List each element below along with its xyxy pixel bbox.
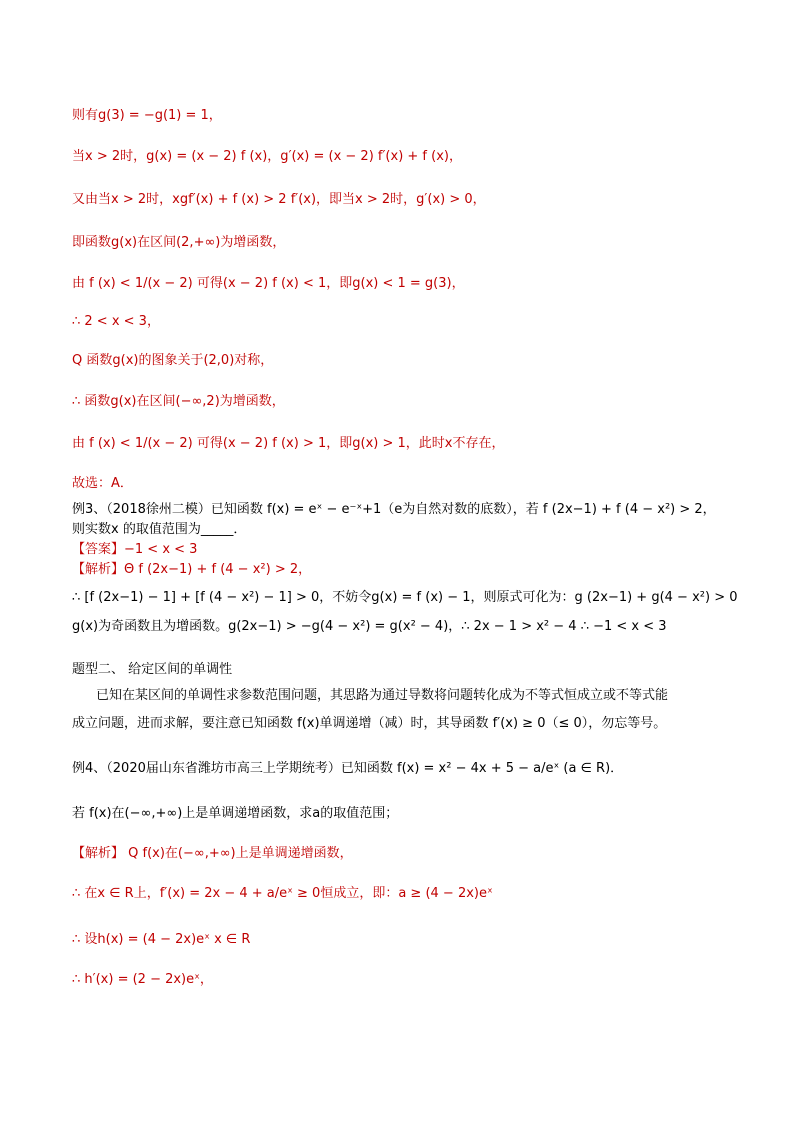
line-3: 又由当x > 2时，xgf′(x) + f (x) > 2 f′(x)，即当x > 2时，g′(x) > 0， xyxy=(72,192,486,207)
paragraph-line-2: 成立问题，进而求解，要注意已知函数 f(x)单调递增（减）时，其导函数 f′(x) ≥ 0（≤ 0），勿忘等号。 xyxy=(72,716,667,731)
line-6: ∴ 2 < x < 3， xyxy=(72,314,160,329)
line-4: 即函数g(x)在区间(2,+∞)为增函数， xyxy=(72,235,286,250)
answer-line: 【答案】−1 < x < 3 xyxy=(72,542,198,557)
line-9: 由 f (x) < 1/(x − 2) 可得(x − 2) f (x) > 1，即g(x) > 1，此时x不存在， xyxy=(72,436,505,451)
analysis-line-3: g(x)为奇函数且为增函数。g(2x−1) > −g(4 − x²) = g(x² − 4)，∴ 2x − 1 > x² − 4 ∴ −1 < x < 3 xyxy=(72,619,667,634)
line-5: 由 f (x) < 1/(x − 2) 可得(x − 2) f (x) < 1，即g(x) < 1 = g(3)， xyxy=(72,276,465,291)
example-4-line: 例4、（2020届山东省潍坊市高三上学期统考）已知函数 f(x) = x² − 4x + 5 − a/eˣ (a ∈ R)． xyxy=(72,761,624,776)
section-heading: 题型二、 给定区间的单调性 xyxy=(72,662,233,677)
analysis-line-2: ∴ [f (2x−1) − 1] + [f (4 − x²) − 1] > 0，不妨令g(x) = f (x) − 1，则原式可化为：g (2x−1) + g(4 − x²) > 0 xyxy=(72,590,738,605)
paragraph-line-1: 已知在某区间的单调性求参数范围问题，其思路为通过导数将问题转化成为不等式恒成立或不等式能 xyxy=(96,688,669,703)
line-8: ∴ 函数g(x)在区间(−∞,2)为增函数， xyxy=(72,394,285,409)
line-1: 则有g(3) = −g(1) = 1， xyxy=(72,108,222,123)
question-line: 若 f(x)在(−∞,+∞)上是单调递增函数，求a的取值范围； xyxy=(72,806,399,821)
line-2: 当x > 2时，g(x) = (x − 2) f (x)，g′(x) = (x − 2) f′(x) + f (x)， xyxy=(72,149,462,164)
line-7: Q 函数g(x)的图象关于(2,0)对称， xyxy=(72,353,274,368)
solution-line-3: ∴ 设h(x) = (4 − 2x)eˣ x ∈ R xyxy=(72,932,251,947)
line-11: 例3、（2018徐州二模）已知函数 f(x) = eˣ − e⁻ˣ+1（e为自然对数的底数），若 f (2x−1) + f (4 − x²) > 2， xyxy=(72,502,716,517)
solution-line-2: ∴ 在x ∈ R上，f′(x) = 2x − 4 + a/eˣ ≥ 0恒成立，即：a ≥ (4 − 2x)eˣ xyxy=(72,886,493,901)
line-12: 则实数x 的取值范围为_____． xyxy=(72,522,247,537)
solution-line-4: ∴ h′(x) = (2 − 2x)eˣ， xyxy=(72,972,213,987)
line-10: 故选：A． xyxy=(72,476,133,491)
solution-line-1: 【解析】 Q f(x)在(−∞,+∞)上是单调递增函数， xyxy=(72,846,353,861)
analysis-line-1: 【解析】Θ f (2x−1) + f (4 − x²) > 2， xyxy=(72,562,312,577)
